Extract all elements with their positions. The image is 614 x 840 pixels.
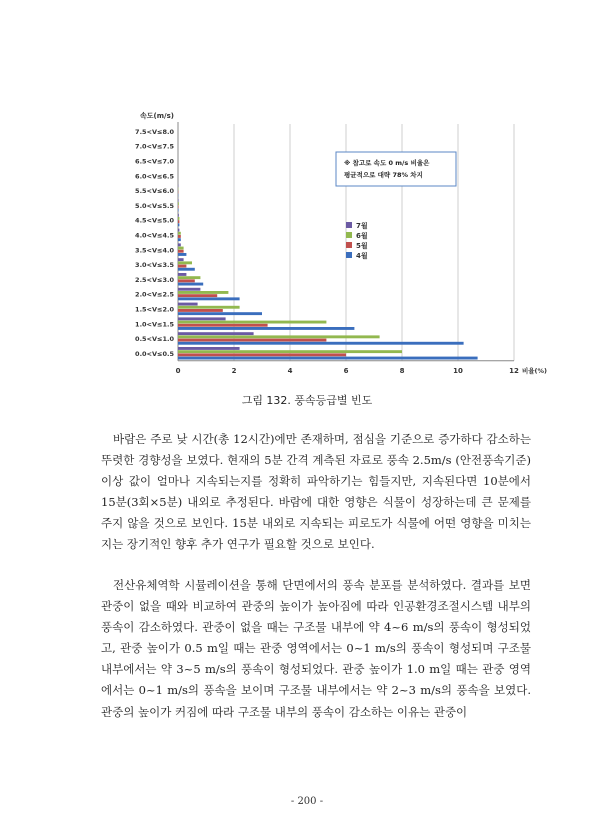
bar <box>178 312 262 315</box>
y-axis-title: 속도(m/s) <box>140 112 174 120</box>
legend-swatch <box>346 242 352 248</box>
bar <box>178 309 223 312</box>
y-tick-label: 0.0<V≤0.5 <box>135 349 174 358</box>
y-tick-label: 5.0<V≤5.5 <box>135 201 174 210</box>
bar <box>178 223 179 226</box>
x-tick-label: 6 <box>343 366 349 375</box>
bar <box>178 258 184 261</box>
y-tick-label: 4.5<V≤5.0 <box>135 216 174 225</box>
bar <box>178 297 240 300</box>
note-text: ※ 참고로 속도 0 m/s 비율은 <box>344 159 430 167</box>
y-tick-label: 1.5<V≤2.0 <box>135 305 174 314</box>
legend-label: 7월 <box>356 222 368 230</box>
bar <box>178 303 198 306</box>
bar <box>178 253 186 256</box>
x-tick-label: 10 <box>453 366 463 375</box>
bar <box>178 273 186 276</box>
y-tick-label: 4.0<V≤4.5 <box>135 231 174 240</box>
bar <box>178 268 195 271</box>
bar <box>178 339 326 342</box>
bar <box>178 238 181 241</box>
bar <box>178 342 464 345</box>
y-tick-label: 3.0<V≤3.5 <box>135 261 174 270</box>
bar <box>178 317 226 320</box>
bar <box>178 332 254 335</box>
bar <box>178 209 179 212</box>
bar <box>178 347 240 350</box>
x-tick-label: 0 <box>175 366 181 375</box>
bar <box>178 199 179 202</box>
bar <box>178 265 186 268</box>
note-text: 평균적으로 대략 78% 차지 <box>344 171 423 179</box>
bar <box>178 232 181 235</box>
x-axis-unit: 비율(%) <box>522 366 548 375</box>
legend-label: 6월 <box>356 232 368 240</box>
bar <box>178 335 380 338</box>
y-tick-label: 3.5<V≤4.0 <box>135 246 174 255</box>
legend-label: 4월 <box>356 252 368 260</box>
y-tick-label: 6.5<V≤7.0 <box>135 157 174 166</box>
bar <box>178 250 184 253</box>
y-tick-label: 7.0<V≤7.5 <box>135 142 174 151</box>
bar <box>178 324 268 327</box>
y-tick-label: 2.0<V≤2.5 <box>135 290 174 299</box>
figure-caption: 그림 132. 풍속등급별 빈도 <box>241 394 373 407</box>
bar <box>178 306 240 309</box>
bar <box>178 261 192 264</box>
y-tick-label: 5.5<V≤6.0 <box>135 187 174 196</box>
bar <box>178 220 179 223</box>
bar <box>178 288 200 291</box>
bar <box>178 353 346 356</box>
bar <box>178 291 228 294</box>
bar <box>178 357 478 360</box>
legend-swatch <box>346 232 352 238</box>
bar <box>178 247 184 250</box>
legend-swatch <box>346 252 352 258</box>
x-tick-label: 12 <box>509 366 519 375</box>
bar <box>178 214 179 217</box>
note-box <box>336 152 456 186</box>
bar <box>178 217 179 220</box>
bar <box>178 229 179 232</box>
y-tick-label: 6.0<V≤6.5 <box>135 172 174 181</box>
bar <box>178 276 200 279</box>
bar <box>178 283 203 286</box>
legend-label: 5월 <box>356 242 368 250</box>
body-paragraph-2: 전산유체역학 시뮬레이션을 통해 단면에서의 풍속 분포를 분석하였다. 결과를 보면 관중이 없을 때와 비교하여 관중의 높이가 높아짐에 따라 인공환경조절시스템 내부의 풍속이 감소하였다. 관중이 없을 때는 구조물 내부에 약 4~6 m/s의 풍속이 형성되었고, 관중 높이가 0.5 m일 때는 관중 영역에서는 0~1 m/s의 풍속이 형성되며 구조물 내부에서는 약 3~5 m/s의 풍속이 형성되었다. 관중 높이가 1.0 m일 때는 관중 영역에서는 0~1 m/s의 풍속을 보이며 구조물 내부에서는 약 2~3 m/s의 풍속을 보였다. 관중의 높이가 커짐에 따라 구조물 내부의 풍속이 감소하는 이유는 관중이 <box>101 578 531 719</box>
x-tick-label: 4 <box>287 366 293 375</box>
page-number: - 200 - <box>290 796 324 807</box>
bar <box>178 327 354 330</box>
wind-speed-frequency-chart <box>100 112 548 382</box>
x-tick-label: 8 <box>399 366 405 375</box>
x-tick-label: 2 <box>231 366 237 375</box>
bar <box>178 321 326 324</box>
bar <box>178 243 181 246</box>
legend-swatch <box>346 222 352 228</box>
y-tick-label: 0.5<V≤1.0 <box>135 335 174 344</box>
bar <box>178 235 181 238</box>
bar <box>178 279 195 282</box>
body-paragraph-1: 바람은 주로 낮 시간(총 12시간)에만 존재하며, 점심을 기준으로 증가하다 감소하는 뚜렷한 경향성을 보였다. 현재의 5분 간격 계측된 자료로 풍속 2.5m/s (안전풍속기준) 이상 값이 얼마나 지속되는지를 정확히 파악하기는 힘들지만, 지속된다면 10분에서 15분(3회×5분) 내외로 추정된다. 바람에 대한 영향은 식물이 성장하는데 큰 문제를 주지 않을 것으로 보인다. 15분 내외로 지속되는 피로도가 식물에 어떤 영향을 미치는지는 장기적인 향후 추가 연구가 필요할 것으로 보인다. <box>101 432 531 552</box>
bar <box>178 205 179 208</box>
y-tick-label: 2.5<V≤3.0 <box>135 275 174 284</box>
bar <box>178 202 179 205</box>
y-tick-label: 7.5<V≤8.0 <box>135 127 174 136</box>
y-tick-label: 1.0<V≤1.5 <box>135 320 174 329</box>
bar <box>178 294 217 297</box>
bar <box>178 350 402 353</box>
